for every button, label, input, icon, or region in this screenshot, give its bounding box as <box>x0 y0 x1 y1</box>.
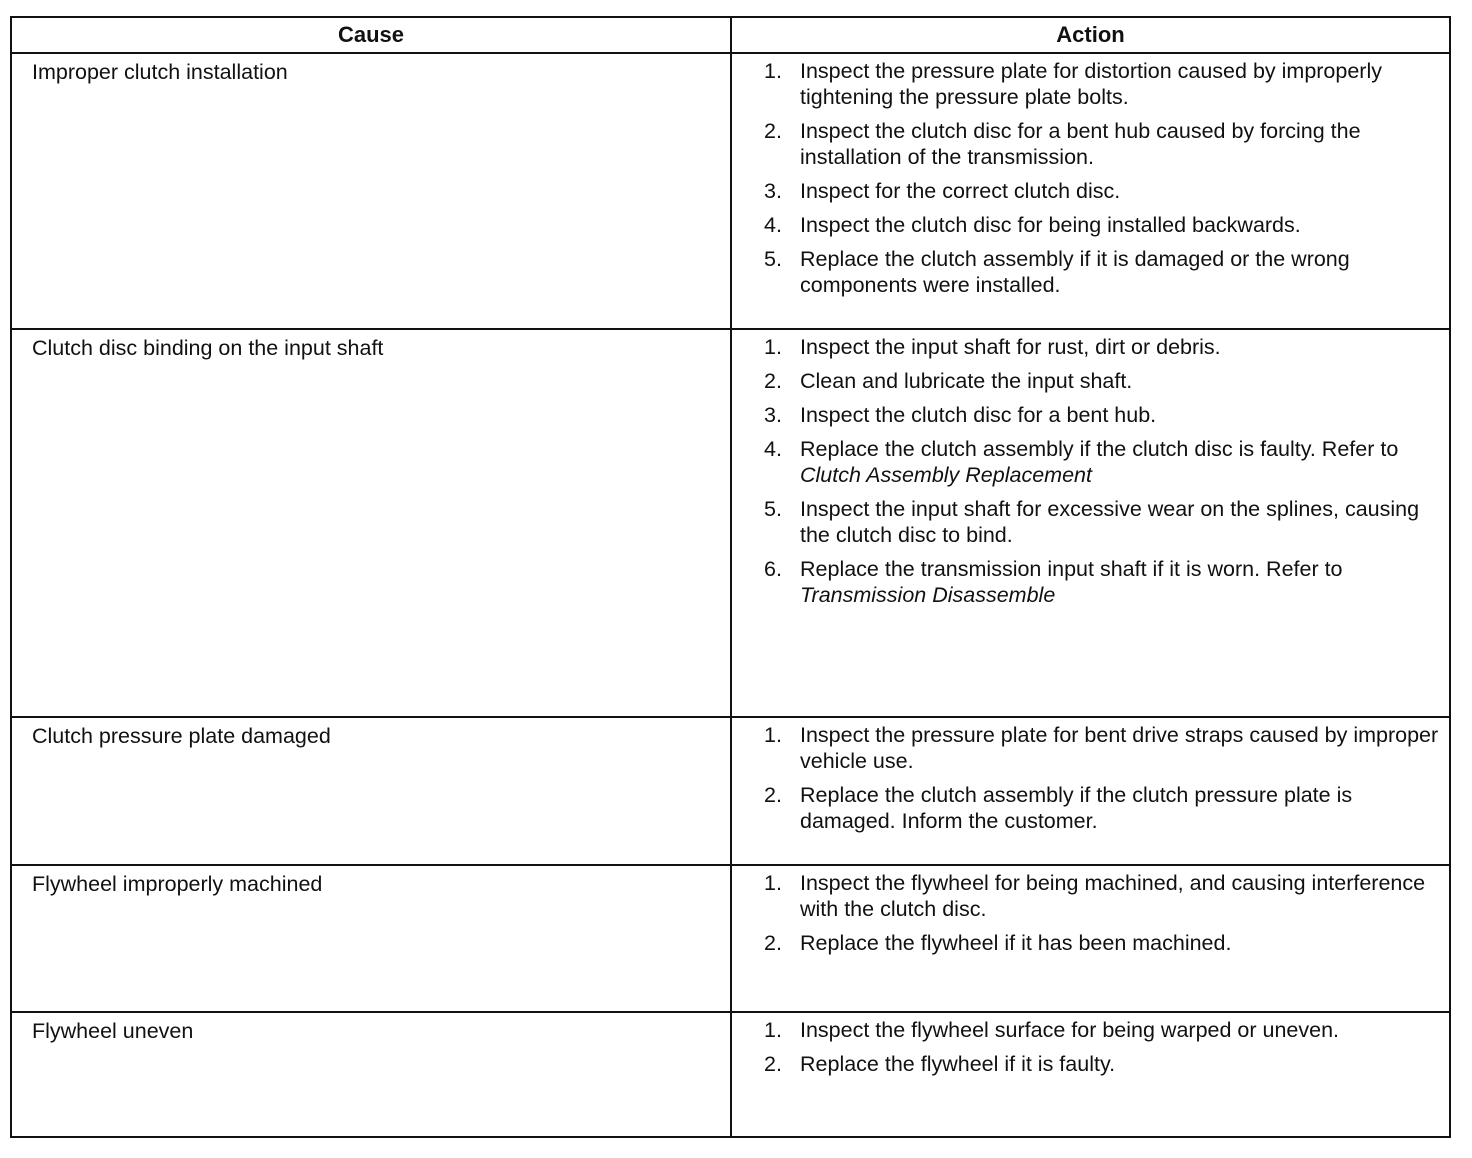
action-header: Action <box>731 17 1450 53</box>
action-step <box>732 58 1439 110</box>
step-text: Replace the flywheel if it is faulty. <box>800 1052 1116 1076</box>
action-step <box>732 1051 1439 1077</box>
cause-cell: Clutch disc binding on the input shaft <box>11 329 731 717</box>
action-step <box>732 436 1439 488</box>
action-step <box>732 246 1439 298</box>
action-steps-list <box>732 58 1439 298</box>
cause-cell: Flywheel uneven <box>11 1012 731 1137</box>
step-number: 2. <box>764 119 782 143</box>
action-cell <box>731 717 1450 865</box>
step-text: Replace the clutch assembly if it is damaged or the wrong components were installed. <box>800 247 1350 297</box>
step-text: Inspect the flywheel surface for being warped or uneven. <box>800 1018 1340 1042</box>
step-text: Inspect the pressure plate for bent drive straps caused by improper vehicle use. <box>800 723 1439 773</box>
action-step <box>732 496 1439 548</box>
action-step <box>732 1017 1439 1043</box>
step-number: 1. <box>764 1018 782 1042</box>
step-number: 1. <box>764 59 782 83</box>
step-number: 6. <box>764 557 782 581</box>
action-steps-list <box>732 334 1439 608</box>
step-number: 1. <box>764 871 782 895</box>
action-step <box>732 368 1439 394</box>
step-text: Replace the clutch assembly if the clutch pressure plate is damaged. Inform the customer. <box>800 783 1353 833</box>
step-number: 4. <box>764 213 782 237</box>
action-steps-list <box>732 722 1439 834</box>
step-number: 2. <box>764 369 782 393</box>
step-text: Inspect the clutch disc for a bent hub caused by forcing the installation of the transmission. <box>800 119 1361 169</box>
action-step <box>732 722 1439 774</box>
action-step <box>732 212 1439 238</box>
cause-cell: Improper clutch installation <box>11 53 731 329</box>
action-step <box>732 402 1439 428</box>
action-step <box>732 118 1439 170</box>
step-text: Replace the flywheel if it has been machined. <box>800 931 1232 955</box>
action-step <box>732 930 1439 956</box>
step-text: Inspect the input shaft for rust, dirt or debris. <box>800 335 1221 359</box>
action-step <box>732 178 1439 204</box>
action-step <box>732 870 1439 922</box>
table-row <box>11 865 1450 1012</box>
table-body <box>11 53 1450 1137</box>
table-row <box>11 1012 1450 1137</box>
action-step <box>732 782 1439 834</box>
step-text: Inspect for the correct clutch disc. <box>800 179 1121 203</box>
cause-cell: Clutch pressure plate damaged <box>11 717 731 865</box>
step-number: 2. <box>764 1052 782 1076</box>
action-cell <box>731 865 1450 1012</box>
action-cell <box>731 53 1450 329</box>
action-cell <box>731 1012 1450 1137</box>
step-number: 2. <box>764 931 782 955</box>
action-steps-list <box>732 870 1439 956</box>
step-number: 1. <box>764 723 782 747</box>
step-text: Inspect the input shaft for excessive wear on the splines, causing the clutch disc to bind. <box>800 497 1420 547</box>
step-number: 4. <box>764 437 782 461</box>
step-number: 5. <box>764 247 782 271</box>
action-cell <box>731 329 1450 717</box>
step-number: 1. <box>764 335 782 359</box>
table-row <box>11 717 1450 865</box>
header-row <box>11 17 1450 53</box>
step-text: Replace the clutch assembly if the clutch disc is faulty. Refer to <box>800 437 1399 461</box>
step-text: Replace the transmission input shaft if it is worn. Refer to <box>800 557 1343 581</box>
step-number: 5. <box>764 497 782 521</box>
cause-cell: Flywheel improperly machined <box>11 865 731 1012</box>
step-text: Inspect the flywheel for being machined, and causing interference with the clutch disc. <box>800 871 1426 921</box>
step-number: 2. <box>764 783 782 807</box>
step-text: Clean and lubricate the input shaft. <box>800 369 1133 393</box>
reference-link: Transmission Disassemble <box>800 583 1056 607</box>
cause-header: Cause <box>11 17 731 53</box>
reference-link: Clutch Assembly Replacement <box>800 463 1092 487</box>
step-number: 3. <box>764 403 782 427</box>
step-text: Inspect the pressure plate for distortion caused by improperly tightening the pressure plate bolts. <box>800 59 1382 109</box>
table-row <box>11 329 1450 717</box>
step-text: Inspect the clutch disc for being installed backwards. <box>800 213 1301 237</box>
action-step <box>732 556 1439 608</box>
action-step <box>732 334 1439 360</box>
step-text: Inspect the clutch disc for a bent hub. <box>800 403 1157 427</box>
table-row <box>11 53 1450 329</box>
step-number: 3. <box>764 179 782 203</box>
diagnostic-table <box>10 16 1451 1138</box>
action-steps-list <box>732 1017 1439 1077</box>
